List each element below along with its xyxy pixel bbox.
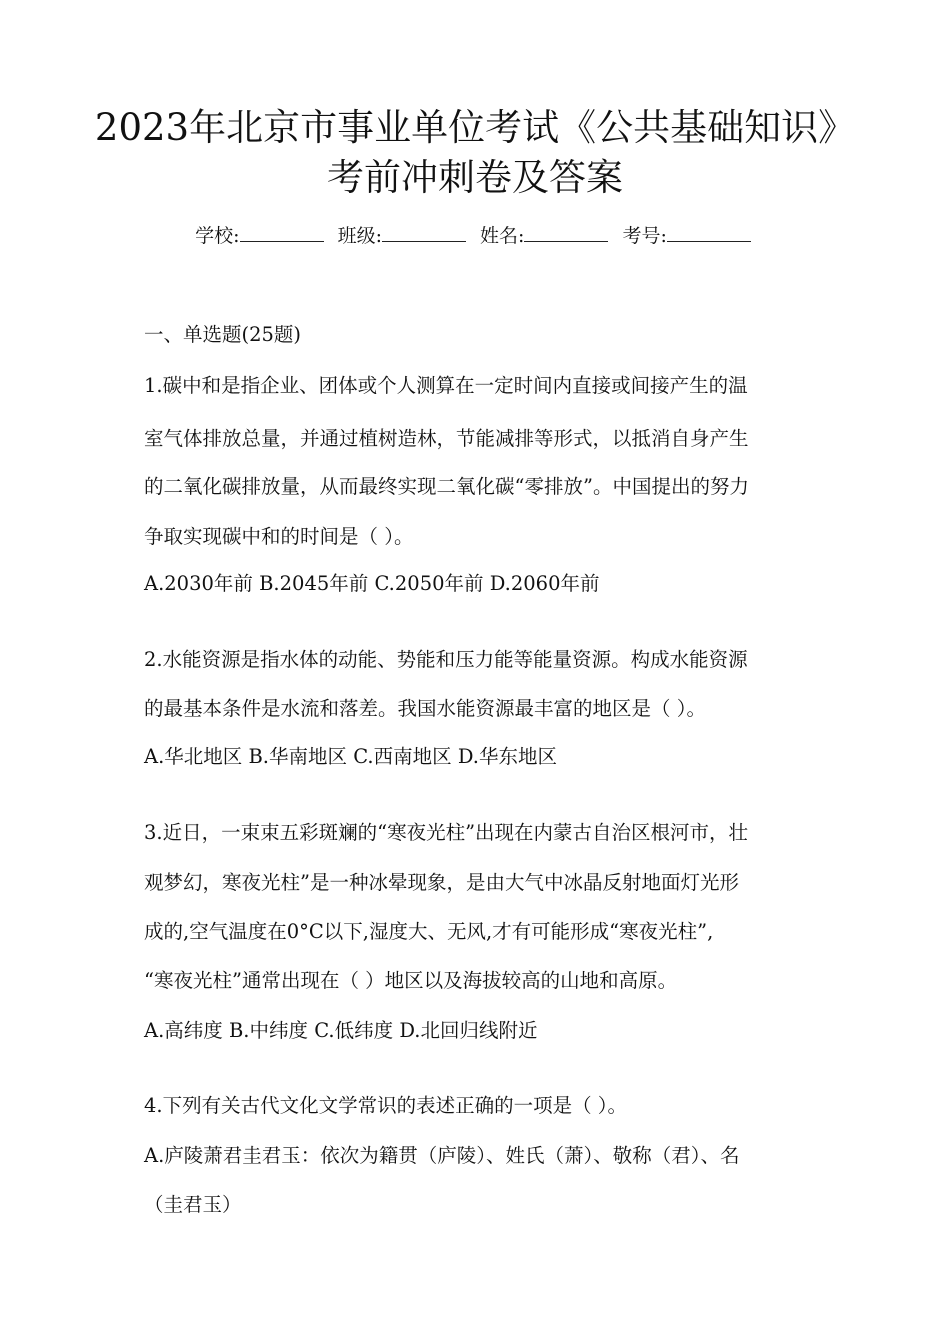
question-4-option-a-line-1: A.庐陵萧君圭君玉：依次为籍贯（庐陵）、姓氏（萧）、敬称（君）、名	[144, 1144, 740, 1167]
exam-no-label: 考号:	[622, 225, 667, 247]
question-4-line-1: 4.下列有关古代文化文学常识的表述正确的一项是（ ）。	[144, 1094, 628, 1117]
question-1-line-1: 1.碳中和是指企业、团体或个人测算在一定时间内直接或间接产生的温	[144, 374, 748, 397]
question-4-option-a-line-2: （圭君玉）	[144, 1193, 242, 1216]
page-title-line-1: 2023年北京市事业单位考试《公共基础知识》	[94, 106, 856, 149]
question-1-line-2: 室气体排放总量，并通过植树造林，节能减排等形式，以抵消自身产生	[144, 427, 749, 450]
question-1-line-4: 争取实现碳中和的时间是（ ）。	[144, 525, 414, 548]
school-field	[195, 222, 327, 250]
question-3-line-3: 成的,空气温度在0°C以下,湿度大、无风,才有可能形成“寒夜光柱”,	[144, 920, 714, 943]
name-blank[interactable]	[524, 223, 608, 242]
exam-no-field	[622, 222, 754, 250]
question-2-line-2: 的最基本条件是水流和落差。我国水能资源最丰富的地区是（ ）。	[144, 697, 706, 720]
section-heading: 一、单选题(25题)	[144, 323, 302, 346]
question-3-line-4: “寒夜光柱”通常出现在（ ）地区以及海拔较高的山地和高原。	[144, 969, 678, 992]
name-field	[480, 222, 612, 250]
school-label: 学校:	[195, 225, 240, 247]
question-2-line-1: 2.水能资源是指水体的动能、势能和压力能等能量资源。构成水能资源	[144, 648, 748, 671]
exam-no-blank[interactable]	[667, 223, 751, 242]
question-2-options: A.华北地区 B.华南地区 C.西南地区 D.华东地区	[144, 745, 557, 768]
school-blank[interactable]	[240, 223, 324, 242]
question-3-line-2: 观梦幻，寒夜光柱”是一种冰晕现象，是由大气中冰晶反射地面灯光形	[144, 871, 739, 894]
page-title-line-2: 考前冲刺卷及答案	[327, 156, 623, 199]
class-label: 班级:	[337, 225, 382, 247]
question-1-options: A.2030年前 B.2045年前 C.2050年前 D.2060年前	[144, 572, 600, 595]
class-field	[338, 222, 470, 250]
student-info-row	[0, 222, 950, 250]
name-label: 姓名:	[480, 225, 525, 247]
question-3-options: A.高纬度 B.中纬度 C.低纬度 D.北回归线附近	[144, 1019, 538, 1042]
question-1-line-3: 的二氧化碳排放量，从而最终实现二氧化碳“零排放”。中国提出的努力	[144, 475, 749, 498]
class-blank[interactable]	[382, 223, 466, 242]
question-3-line-1: 3.近日，一束束五彩斑斓的“寒夜光柱”出现在内蒙古自治区根河市，壮	[144, 821, 749, 844]
